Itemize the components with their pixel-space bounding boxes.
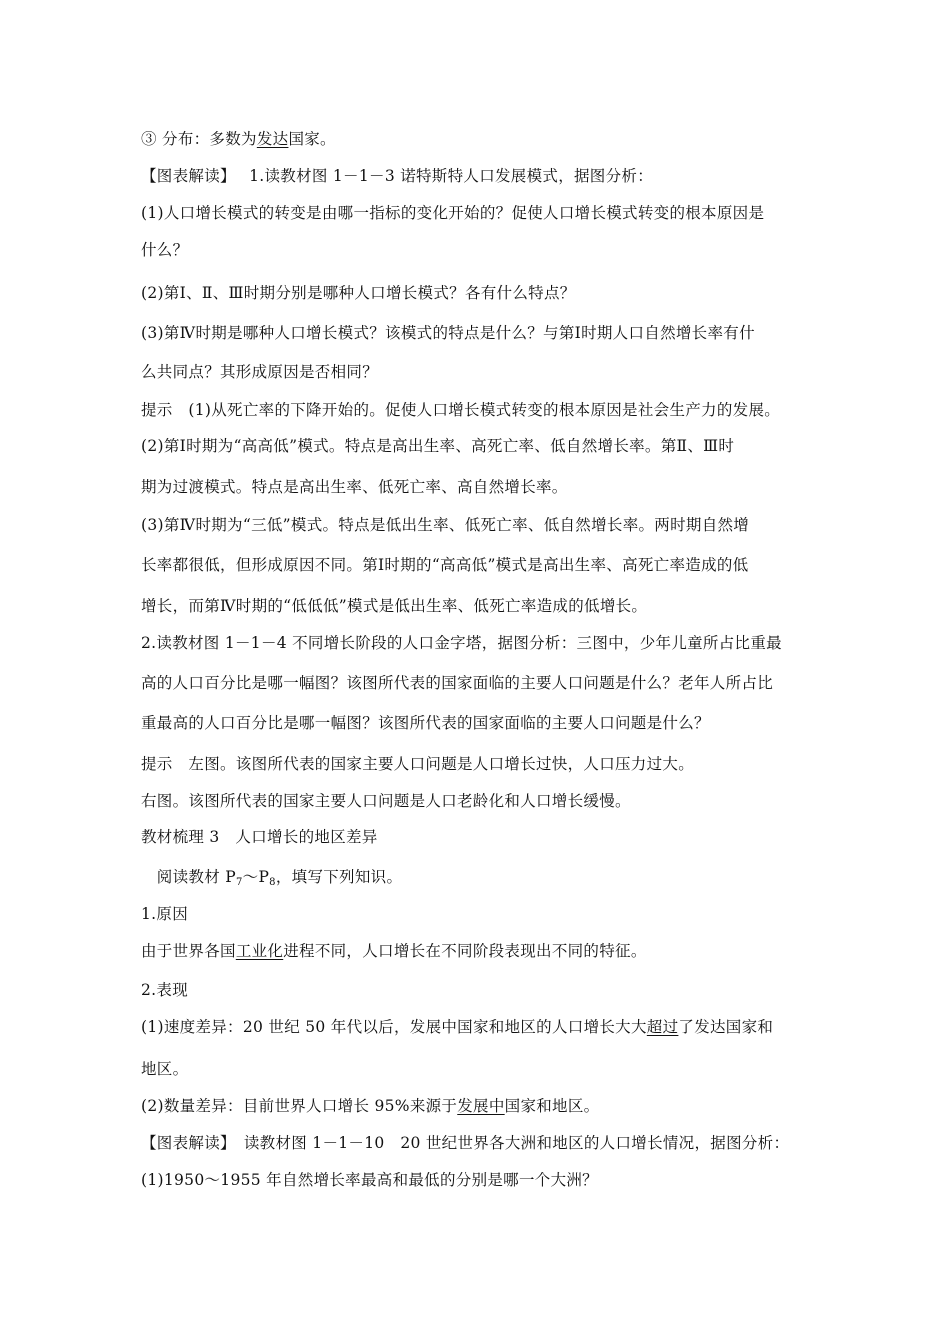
text-segment: 由于世界各国: [141, 942, 236, 960]
text-line: [141, 1096, 821, 1116]
text-segment: 阅读教材 P: [141, 868, 236, 886]
underlined-answer: 工业化: [235, 942, 284, 960]
text-line: [141, 941, 821, 961]
text-line: (1)1950～1955 年自然增长率最高和最低的分别是哪一个大洲？: [141, 1171, 598, 1189]
section-heading: 教材梳理 3 人口增长的地区差异: [141, 828, 378, 846]
section-heading: 【图表解读】 1.读教材图 1－1－3 诺特斯特人口发展模式，据图分析：: [141, 167, 654, 185]
text-line: (2)第Ⅰ、Ⅱ、Ⅲ时期分别是哪种人口增长模式？各有什么特点？: [141, 284, 576, 302]
text-line: [141, 129, 821, 149]
text-line: 重最高的人口百分比是哪一幅图？该图所代表的国家面临的主要人口问题是什么？: [141, 714, 710, 732]
text-segment: (1)速度差异：20 世纪 50 年代以后，发展中国家和地区的人口增长大大: [141, 1018, 647, 1036]
text-line: 1.原因: [141, 905, 188, 923]
text-line: 2.表现: [141, 981, 188, 999]
text-segment: 国家和地区。: [504, 1097, 600, 1115]
text-line: [141, 1017, 821, 1037]
text-line: 期为过渡模式。特点是高出生率、低死亡率、高自然增长率。: [141, 478, 568, 496]
text-line: 长率都很低，但形成原因不同。第Ⅰ时期的“高高低”模式是高出生率、高死亡率造成的低: [141, 556, 749, 574]
text-segment: 进程不同，人口增长在不同阶段表现出不同的特征。: [283, 942, 647, 960]
text-segment: ～P: [242, 868, 270, 886]
text-segment: ，填写下列知识。: [275, 868, 403, 886]
section-heading: 【图表解读】 读教材图 1－1－10 20 世纪世界各大洲和地区的人口增长情况，据图分析：: [141, 1134, 790, 1152]
underlined-answer: 超过: [646, 1018, 679, 1036]
text-line: (2)第Ⅰ时期为“高高低”模式。特点是高出生率、高死亡率、低自然增长率。第Ⅱ、Ⅲ时: [141, 437, 735, 455]
text-segment: 国家。: [288, 130, 336, 148]
underlined-answer: 发展中: [457, 1097, 505, 1115]
text-segment: 了发达国家和: [678, 1018, 774, 1036]
subscript: 7: [235, 877, 243, 888]
text-line: 增长，而第Ⅳ时期的“低低低”模式是低出生率、低死亡率造成的低增长。: [141, 597, 648, 615]
text-line: (3)第Ⅳ时期为“三低”模式。特点是低出生率、低死亡率、低自然增长率。两时期自然增: [141, 516, 750, 534]
text-line: 地区。: [141, 1060, 189, 1078]
underlined-answer: 发达: [256, 130, 289, 148]
text-line: 提示 左图。该图所代表的国家主要人口问题是人口增长过快，人口压力过大。: [141, 755, 695, 773]
text-segment: ③ 分布：多数为: [141, 130, 257, 148]
text-line: 么共同点？其形成原因是否相同？: [141, 363, 379, 381]
text-line: 什么？: [141, 241, 189, 259]
subscript: 8: [269, 877, 276, 888]
text-line: [141, 867, 821, 893]
text-line: 提示 (1)从死亡率的下降开始的。促使人口增长模式转变的根本原因是社会生产力的发展。: [141, 401, 781, 419]
text-line: (3)第Ⅳ时期是哪种人口增长模式？该模式的特点是什么？与第Ⅰ时期人口自然增长率有什: [141, 324, 755, 342]
text-line: (1)人口增长模式的转变是由哪一指标的变化开始的？促使人口增长模式转变的根本原因是: [141, 204, 765, 222]
text-line: 2.读教材图 1－1－4 不同增长阶段的人口金字塔，据图分析：三图中，少年儿童所占比重最: [141, 634, 782, 652]
text-line: 右图。该图所代表的国家主要人口问题是人口老龄化和人口增长缓慢。: [141, 792, 631, 810]
text-line: 高的人口百分比是哪一幅图？该图所代表的国家面临的主要人口问题是什么？老年人所占比: [141, 674, 774, 692]
text-segment: (2)数量差异：目前世界人口增长 95%来源于: [141, 1097, 458, 1115]
